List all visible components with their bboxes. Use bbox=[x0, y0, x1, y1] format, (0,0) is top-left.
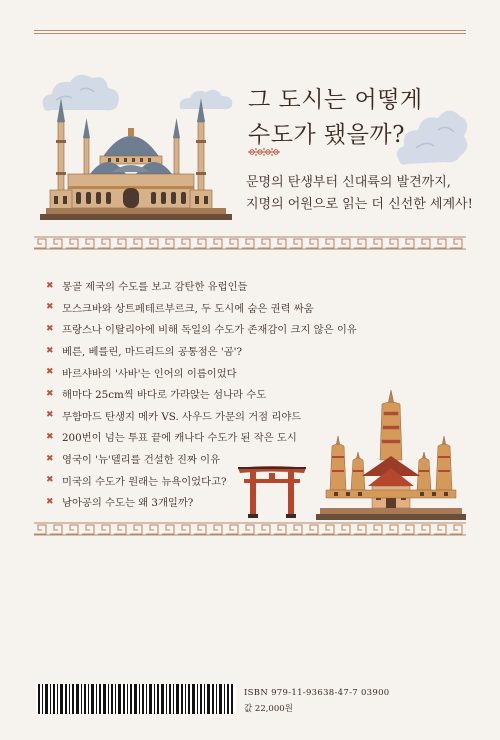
list-item bbox=[46, 383, 346, 405]
headline-line-1: 그 도시는 어떻게 bbox=[248, 87, 423, 113]
bullet-x-icon: ✖ bbox=[46, 453, 54, 464]
top-rule-2 bbox=[34, 33, 466, 34]
bullet-x-icon: ✖ bbox=[46, 345, 54, 356]
list-item-text: 몽골 제국의 수도를 보고 감탄한 유럽인들 bbox=[62, 281, 248, 294]
thai-temple-illustration bbox=[316, 390, 466, 522]
top-rule bbox=[34, 30, 466, 31]
list-item-text: 모스크바와 상트페테르부르크, 두 도시에 숨은 권력 싸움 bbox=[62, 302, 314, 315]
list-item bbox=[46, 318, 357, 340]
hagia-sophia-illustration bbox=[36, 92, 236, 222]
bullet-x-icon: ✖ bbox=[46, 431, 54, 442]
list-item-text: 프랑스나 이탈리아에 비해 독일의 수도가 존재감이 크지 않은 이유 bbox=[62, 324, 357, 337]
list-item bbox=[46, 340, 346, 362]
list-item bbox=[46, 405, 346, 427]
list-item-text: 베른, 베를린, 마드리드의 공통점은 '곰'? bbox=[62, 346, 243, 359]
bullet-x-icon: ✖ bbox=[46, 496, 54, 507]
list-item-text: 바르샤바의 '사바'는 인어의 이름이었다 bbox=[62, 367, 237, 380]
barcode-icon bbox=[36, 684, 236, 714]
tagline-line-2: 지명의 어원으로 읽는 더 신선한 세계사! bbox=[246, 197, 473, 212]
list-item-text: 무함마드 탄생지 메카 VS. 사우드 가문의 거점 리야드 bbox=[62, 410, 302, 423]
greek-key-border-top bbox=[34, 236, 466, 250]
torii-gate-illustration bbox=[236, 462, 308, 520]
list-item bbox=[46, 275, 346, 297]
list-item bbox=[46, 361, 346, 383]
bullet-x-icon: ✖ bbox=[46, 323, 54, 334]
list-item-text: 미국의 수도가 원래는 뉴욕이었다고? bbox=[62, 475, 227, 488]
list-item bbox=[46, 297, 346, 319]
greek-key-border-bottom bbox=[34, 522, 466, 536]
list-item-text: 남아공의 수도는 왜 3개일까? bbox=[62, 497, 194, 510]
isbn-text: ISBN 979-11-93638-47-7 03900 bbox=[244, 688, 390, 698]
bullet-x-icon: ✖ bbox=[46, 410, 54, 421]
bullet-x-icon: ✖ bbox=[46, 302, 54, 313]
list-item-text: 영국이 '뉴'델리를 건설한 진짜 이유 bbox=[62, 454, 221, 467]
tagline bbox=[246, 172, 486, 216]
headline bbox=[248, 83, 478, 153]
ornament-divider-icon bbox=[246, 146, 282, 158]
list-item-text: 200번이 넘는 투표 끝에 캐나다 수도가 된 작은 도시 bbox=[62, 432, 297, 445]
tagline-line-1: 문명의 탄생부터 신대륙의 발견까지, bbox=[246, 175, 451, 190]
bullet-x-icon: ✖ bbox=[46, 280, 54, 291]
price-text: 값 22,000원 bbox=[244, 704, 293, 714]
bullet-x-icon: ✖ bbox=[46, 367, 54, 378]
bullet-x-icon: ✖ bbox=[46, 388, 54, 399]
list-item-text: 해마다 25cm씩 바다로 가라앉는 섬나라 수도 bbox=[62, 389, 267, 402]
list-item bbox=[46, 426, 346, 448]
headline-line-2: 수도가 됐을까? bbox=[248, 122, 405, 148]
bullet-x-icon: ✖ bbox=[46, 475, 54, 486]
